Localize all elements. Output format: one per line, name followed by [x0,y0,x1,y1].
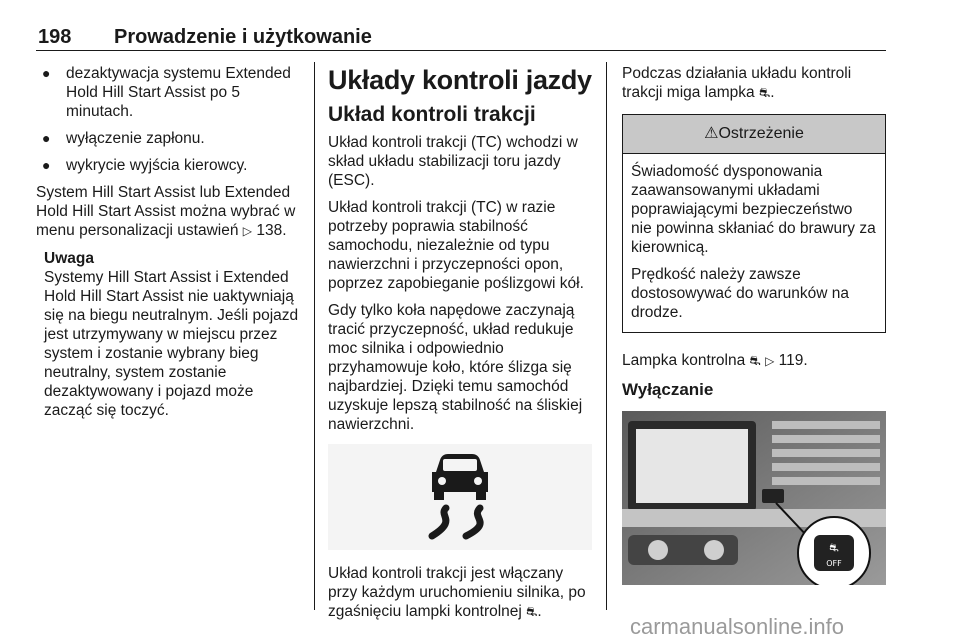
paragraph: Podczas działania układu kontroli trakcji miga lampka ⛐. [622,65,852,101]
bullet-icon: ● [42,157,51,173]
warning-header [623,115,885,154]
traction-control-lamp-icon: ⛐ [526,604,538,619]
header-divider [36,50,886,51]
warning-icon: ⚠ [704,125,719,142]
column-divider-2 [606,62,607,610]
subsection-heading: Wyłączanie [622,380,714,399]
warning-box [622,114,886,333]
warning-text: Prędkość należy zawsze dostosowywać do warunków na drodze. [631,266,849,321]
paragraph: Lampka kontrolna ⛐ ▷ 119. [622,352,808,369]
traction-control-lamp-icon: ⛐ [758,85,771,100]
column-1 [36,64,300,420]
paragraph: Układ kontroli trakcji (TC) w razie potrzeby poprawia stabilność samochodu, niezależnie od typu nawierzchni i przyczepności opon, poprzez zapobieganie poślizgowi kół. [328,199,584,292]
page-header [38,26,886,50]
subsection-heading: Układ kontroli trakcji [328,103,536,126]
page-title: Prowadzenie i użytkowanie [114,26,372,48]
traction-control-icon [328,444,592,550]
paragraph: Układ kontroli trakcji (TC) wchodzi w skład układu stabilizacji toru jazdy (ESC). [328,134,578,189]
warning-title: Ostrzeżenie [718,125,804,142]
warning-text: Świadomość dysponowania zaawansowanymi układami poprawiającymi bezpieczeństwo nie powinna skłaniać do brawury za kierownicą. [631,163,876,256]
list-item: ● wykrycie wyjścia kierowcy. [42,157,248,174]
page-reference-link[interactable]: 138. [256,222,287,239]
page-number: 198 [38,26,72,48]
page-reference-arrow-icon: ▷ [765,354,775,368]
bullet-icon: ● [42,65,51,81]
list-item: ● wyłączenie zapłonu. [42,130,205,147]
page-reference-arrow-icon: ▷ [242,224,253,238]
photo-off-label: OFF [826,559,842,568]
svg-text:⛐: ⛐ [829,541,839,554]
page-reference-link[interactable]: 119. [778,352,808,369]
dashboard-photo [622,411,886,585]
dashboard-tc-off-button-image [622,411,886,585]
traction-control-illustration [328,444,592,550]
paragraph: Układ kontroli trakcji jest włączany przy każdym uruchomieniu silnika, po zgaśnięciu lampki kontrolnej ⛐. [328,565,586,620]
traction-control-lamp-icon: ⛐ [749,353,761,368]
bullet-icon: ● [42,130,51,146]
warning-body [623,154,885,332]
column-3 [622,64,886,585]
list-item: ● dezaktywacja systemu Extended Hold Hill Start Assist po 5 minutach. [42,65,291,120]
column-2 [328,64,592,629]
note-block [36,249,300,420]
section-heading: Układy kontroli jazdy [328,65,592,95]
note-title: Uwaga [44,250,94,267]
note-text: Systemy Hill Start Assist i Extended Hold Hill Start Assist nie uaktywniają się na biegu neutralnym. Jeśli pojazd jest utrzymywany w miejscu przez system i zostanie wybrany bieg neutralny, system zostanie dezaktywowany i pojazd może zacząć się toczyć. [44,269,299,419]
paragraph: Gdy tylko koła napędowe zaczynają tracić przyczepność, układ redukuje moc silnika i odpowiednio przyhamowuje koło, które ślizga się najbardziej. Dzięki temu samochód uzyskuje lepszą stabilność na śliskiej nawierzchni. [328,302,583,433]
paragraph: System Hill Start Assist lub Extended Hold Hill Start Assist można wybrać w menu personalizacji ustawień ▷ 138. [36,184,296,239]
column-divider-1 [314,62,315,610]
watermark: carmanualsonline.info [630,614,845,639]
